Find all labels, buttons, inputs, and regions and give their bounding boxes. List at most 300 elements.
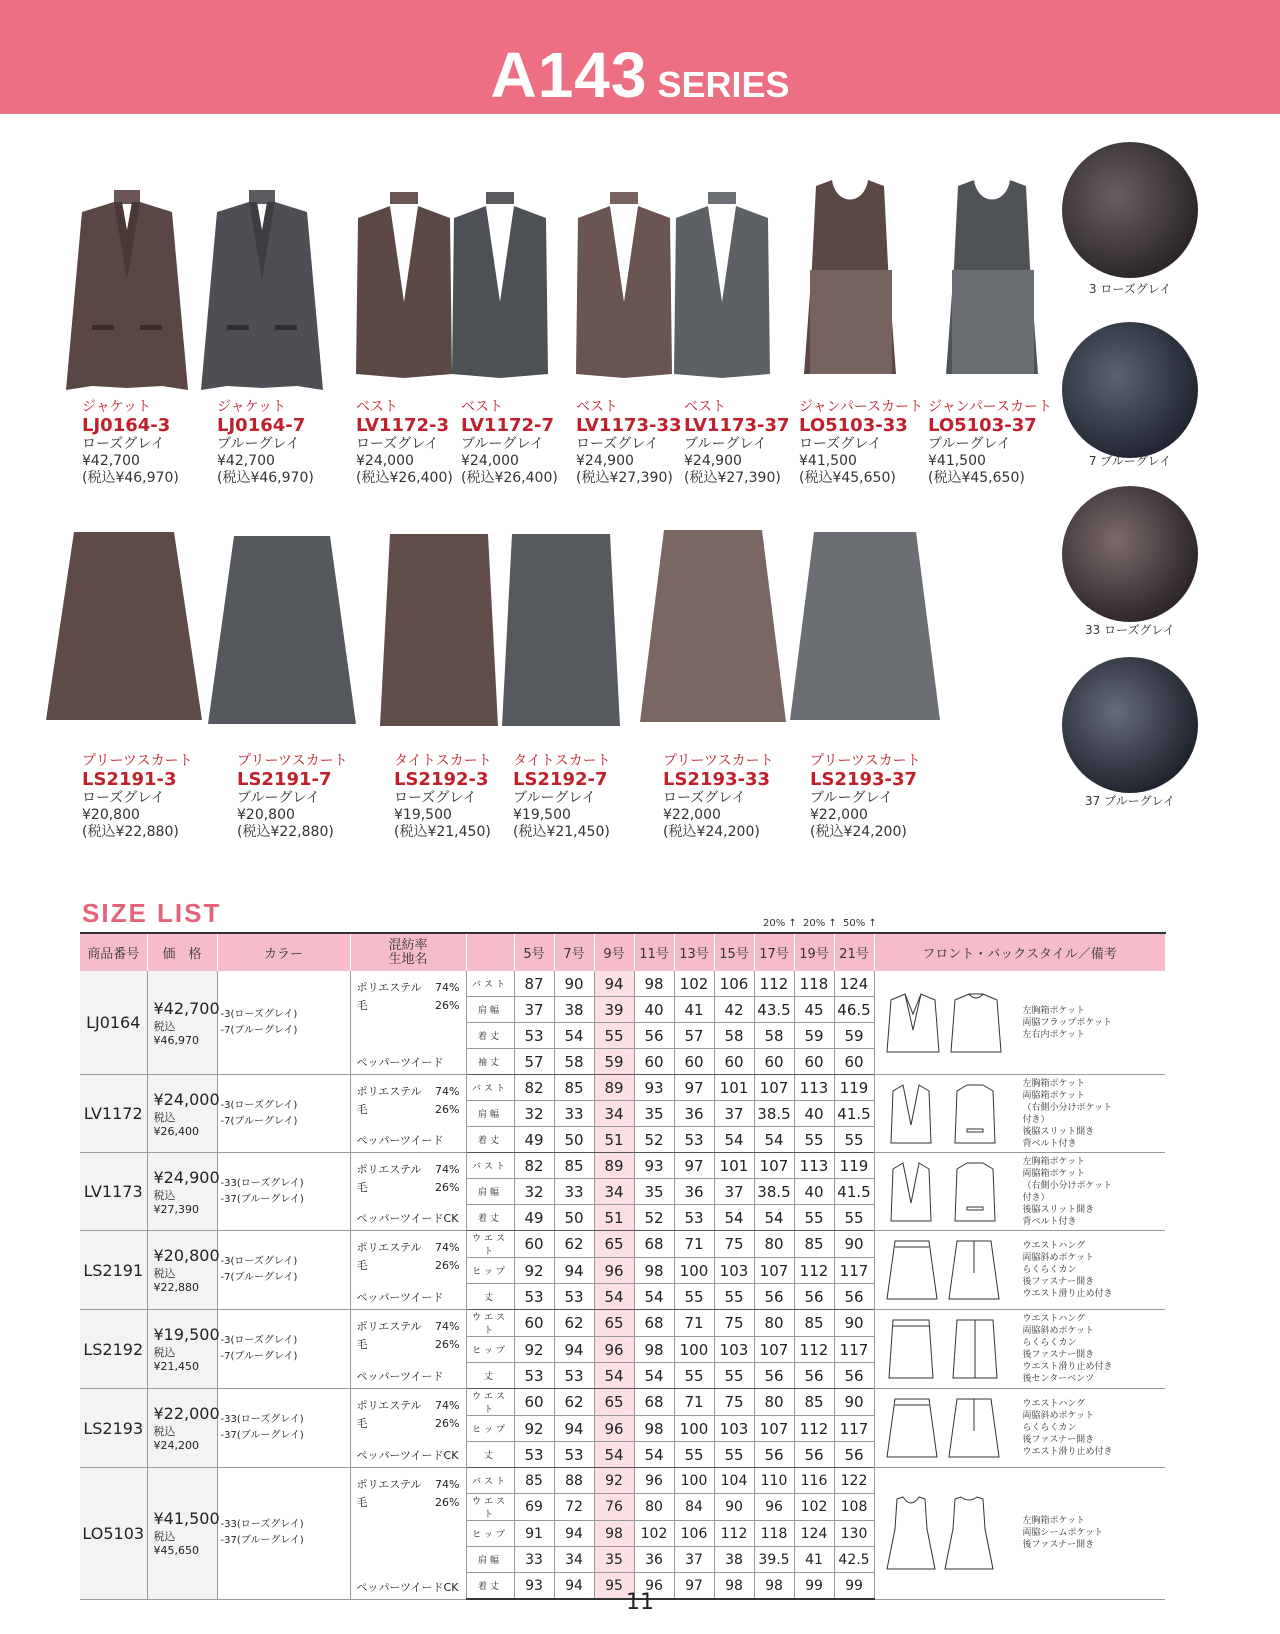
price-value: ¥24,900 [153,1167,220,1187]
price-value: ¥42,700 [153,998,220,1018]
size-value: 110 [754,1468,794,1494]
material-name: 毛 [356,1181,368,1194]
style-notes [1023,1240,1113,1300]
size-value: 117 [834,1337,874,1363]
style-note: 付き） [1022,1114,1050,1125]
style-note: 左胸箱ポケット [1022,1078,1086,1089]
size-value: 65 [594,1231,634,1258]
size-value: 72 [554,1494,594,1521]
swatch-blue-grey [1062,322,1198,458]
product-category: ベスト [461,399,503,415]
size-value: 113 [794,1153,834,1179]
pleat-skirt-ls2191-rose-image [46,532,202,722]
measure-label: 肩幅 [466,1179,514,1205]
size-value: 34 [594,1179,634,1205]
size-value: 36 [674,1179,714,1205]
color-option: -3(ローズグレイ) [220,1099,298,1111]
color-cell [217,1389,350,1468]
style-cell [874,1075,1165,1153]
measure-label: 丈 [466,1442,514,1468]
size-value: 56 [794,1442,834,1468]
size-value: 80 [754,1231,794,1258]
style-note: ウエスト滑り止め付き [1022,1289,1113,1299]
size-value: 55 [674,1442,714,1468]
product-tax-price: (税込¥22,880) [237,824,334,840]
swatch-blue-grey-check [1062,657,1198,793]
size-value: 71 [674,1389,714,1416]
measure-label: 肩幅 [466,1547,514,1573]
size-value: 92 [594,1468,634,1494]
product-lv1173-37 [684,399,790,487]
size-value: 41 [674,997,714,1023]
product-tax-price: (税込¥21,450) [394,824,491,840]
series-title [0,38,1280,112]
style-note: ウエストハング [1022,1241,1086,1251]
tight-skirt-ls2192-rose-image [380,534,498,728]
material-name: ポリエステル [356,1399,422,1412]
style-note: 後ファスナー開き [1022,1540,1095,1551]
material-cell [350,1153,466,1231]
material-name: ポリエステル [356,1478,422,1491]
product-code-cell: LS2193 [80,1389,147,1468]
size-value: 90 [714,1494,754,1521]
measure-label: ウエスト [466,1231,514,1258]
vest-lv1173-blue-image [670,192,774,378]
size-value: 55 [834,1127,874,1153]
size-value: 68 [634,1310,674,1337]
material-percent: 26% [435,1259,460,1272]
material-cell [350,1231,466,1310]
style-note: ウエスト滑り止め付き [1022,1447,1113,1457]
product-ls2193-37 [810,753,921,841]
header-fabric-name: 生地名 [388,951,428,967]
measure-label: ヒップ [466,1416,514,1442]
size-value: 49 [514,1127,554,1153]
size-row [80,1468,1165,1494]
color-option: -33(ローズグレイ) [220,1519,304,1531]
style-note: 付き） [1022,1192,1050,1203]
size-value: 54 [554,1023,594,1049]
measure-label: バスト [466,1075,514,1101]
product-lo5103-33 [799,399,923,487]
product-category: タイトスカート [513,753,611,769]
size-value: 101 [714,1075,754,1101]
size-row [80,1231,1165,1258]
jumper-skirt-blue-image [944,166,1040,378]
size-value: 36 [674,1101,714,1127]
fabric-name: ペッパーツイードCK [356,1449,459,1462]
product-category: プリーツスカート [237,753,348,769]
size-value: 41.5 [834,1179,874,1205]
size-value: 104 [714,1468,754,1494]
product-color: ブルーグレイ [237,790,320,806]
style-note: 背ベルト付き [1022,1216,1077,1227]
size-value: 85 [794,1389,834,1416]
size-value: 98 [634,1337,674,1363]
style-note: 両脇斜めポケット [1022,1253,1095,1263]
header-size: 15号 [714,933,754,971]
product-color: ブルーグレイ [810,790,893,806]
style-note: 後ファスナー開き [1022,1435,1095,1445]
size-list-table [80,932,1166,1600]
material-percent: 74% [435,1085,460,1098]
swatch-label: 3 ローズグレイ [1088,282,1172,296]
style-note: （右側小分けポケット [1022,1180,1113,1191]
size-value: 80 [754,1389,794,1416]
style-sketch-icon [883,1316,1011,1382]
product-code: LJ0164-3 [82,415,171,436]
header-size: 5号 [514,933,554,971]
product-code: LS2192-7 [513,769,608,790]
product-tax-price: (税込¥26,400) [461,470,558,486]
size-value: 107 [754,1258,794,1284]
size-value: 60 [634,1049,674,1075]
size-value: 85 [794,1231,834,1258]
style-note: 左胸箱ポケット [1022,1516,1086,1527]
measure-label: ウエスト [466,1494,514,1521]
measure-label: 袖丈 [466,1049,514,1075]
size-value: 32 [514,1179,554,1205]
size-value: 112 [714,1521,754,1547]
material-percent: 74% [435,1320,460,1333]
color-option: -37(ブルーグレイ) [220,1193,304,1205]
swatch-label: 7 ブルーグレイ [1088,454,1172,468]
size-value: 119 [834,1075,874,1101]
pct-note-21: 50% ↑ [843,918,877,929]
header-measure [466,933,514,971]
product-tax-price: (税込¥46,970) [217,470,314,486]
color-cell [217,1153,350,1231]
material-percent: 26% [435,1181,460,1194]
tight-skirt-ls2192-blue-image [502,534,620,728]
material-name: ポリエステル [356,981,422,994]
size-value: 53 [554,1442,594,1468]
size-value: 98 [714,1573,754,1600]
size-value: 57 [674,1023,714,1049]
product-color: ローズグレイ [394,790,477,806]
size-value: 56 [754,1284,794,1310]
measure-label: ウエスト [466,1310,514,1337]
product-tax-price: (税込¥46,970) [82,470,179,486]
size-value: 46.5 [834,997,874,1023]
product-color: ローズグレイ [799,436,882,452]
size-value: 80 [634,1494,674,1521]
price-value: ¥24,000 [153,1089,220,1109]
size-value: 97 [674,1153,714,1179]
size-value: 58 [714,1023,754,1049]
size-value: 39.5 [754,1547,794,1573]
header-size: 21号 [834,933,874,971]
size-value: 96 [594,1258,634,1284]
product-price: ¥19,500 [513,807,571,823]
size-value: 113 [794,1075,834,1101]
style-cell [874,1310,1165,1389]
size-value: 65 [594,1310,634,1337]
header-size: 19号 [794,933,834,971]
product-code: LV1173-37 [684,415,790,436]
size-value: 107 [754,1153,794,1179]
size-value: 38 [714,1547,754,1573]
product-price: ¥20,800 [237,807,295,823]
size-value: 90 [834,1310,874,1337]
pleat-skirt-ls2191-blue-image [208,536,356,726]
material-percent: 74% [435,981,460,994]
material-name: 毛 [356,1417,368,1430]
style-sketch-icon [883,1237,1011,1303]
product-category: ジャケット [217,399,287,415]
size-value: 54 [594,1363,634,1389]
product-price: ¥42,700 [82,453,140,469]
measure-label: ヒップ [466,1521,514,1547]
size-value: 62 [554,1231,594,1258]
size-value: 53 [514,1284,554,1310]
header-size: 9号 [594,933,634,971]
size-value: 99 [834,1573,874,1600]
size-value: 49 [514,1205,554,1231]
size-value: 96 [594,1337,634,1363]
color-option: -3(ローズグレイ) [220,1008,298,1020]
size-value: 102 [634,1521,674,1547]
product-code-cell: LO5103 [80,1468,147,1600]
size-value: 94 [554,1416,594,1442]
size-value: 98 [634,971,674,997]
size-value: 98 [634,1258,674,1284]
size-value: 82 [514,1153,554,1179]
measure-label: ウエスト [466,1389,514,1416]
style-note: ウエスト滑り止め付き [1022,1362,1113,1372]
style-notes [1023,1078,1113,1150]
color-cell [217,971,350,1075]
product-code: LJ0164-7 [217,415,306,436]
size-value: 118 [754,1521,794,1547]
price-value: ¥41,500 [153,1509,220,1529]
size-value: 94 [554,1573,594,1600]
product-category: タイトスカート [394,753,492,769]
size-value: 92 [514,1337,554,1363]
size-value: 94 [554,1521,594,1547]
product-price: ¥41,500 [799,453,857,469]
size-value: 60 [754,1049,794,1075]
product-code: LS2191-3 [82,769,177,790]
material-percent: 26% [435,1338,460,1351]
color-option: -7(ブルーグレイ) [220,1351,298,1362]
size-value: 85 [554,1075,594,1101]
tax-price-value: 税込¥24,200 [153,1425,199,1452]
size-value: 58 [554,1049,594,1075]
size-value: 56 [834,1442,874,1468]
material-name: 毛 [356,999,368,1012]
price-cell [147,1389,220,1468]
style-cell [874,1389,1165,1468]
pct-note-19: 20% ↑ [803,918,837,929]
size-row [80,1310,1165,1337]
product-code: LV1172-3 [356,415,450,436]
measure-label: 着丈 [466,1573,514,1600]
size-value: 58 [754,1023,794,1049]
size-value: 55 [794,1127,834,1153]
style-note: 両脇フラップポケット [1022,1017,1112,1028]
header-color: カラー [217,933,350,971]
product-ls2192-3 [394,753,492,841]
product-category: プリーツスカート [82,753,193,769]
material-cell [350,1389,466,1468]
size-value: 107 [754,1337,794,1363]
size-value: 38 [554,997,594,1023]
size-value: 96 [754,1494,794,1521]
size-value: 88 [554,1468,594,1494]
product-color: ブルーグレイ [217,436,300,452]
color-option: -7(ブルーグレイ) [220,1024,298,1036]
style-note: 後脇スリット開き [1022,1126,1095,1137]
size-value: 56 [834,1363,874,1389]
material-percent: 26% [435,1496,460,1509]
size-value: 106 [674,1521,714,1547]
size-value: 97 [674,1573,714,1600]
color-option: -37(ブルーグレイ) [220,1430,304,1441]
size-value: 38.5 [754,1179,794,1205]
product-code-cell: LS2192 [80,1310,147,1389]
size-value: 98 [634,1416,674,1442]
product-price: ¥42,700 [217,453,275,469]
size-value: 85 [794,1310,834,1337]
size-value: 55 [794,1205,834,1231]
product-category: プリーツスカート [810,753,921,769]
style-sketch-icon [883,1159,1011,1225]
product-price: ¥24,000 [356,453,414,469]
style-cell [874,971,1165,1075]
size-value: 75 [714,1310,754,1337]
size-value: 41 [794,1547,834,1573]
size-value: 124 [834,971,874,997]
size-value: 122 [834,1468,874,1494]
product-color: ブルーグレイ [513,790,596,806]
size-value: 100 [674,1337,714,1363]
tax-price-value: 税込¥26,400 [153,1110,199,1138]
product-code-cell: LS2191 [80,1231,147,1310]
product-ls2191-7 [237,753,348,841]
price-cell [147,1468,220,1600]
header-size: 7号 [554,933,594,971]
style-note: ウエストハング [1022,1399,1086,1409]
size-value: 55 [674,1363,714,1389]
size-value: 34 [554,1547,594,1573]
size-value: 40 [794,1101,834,1127]
header-price: 価 格 [147,933,217,971]
size-value: 43.5 [754,997,794,1023]
product-ls2193-33 [663,753,774,841]
size-value: 37 [714,1179,754,1205]
material-name: ポリエステル [356,1085,422,1098]
product-tax-price: (税込¥22,880) [82,824,179,840]
size-value: 75 [714,1231,754,1258]
size-value: 71 [674,1310,714,1337]
product-price: ¥41,500 [928,453,986,469]
style-note: 両脇斜めポケット [1022,1326,1095,1336]
size-value: 102 [794,1494,834,1521]
size-value: 94 [594,971,634,997]
material-name: 毛 [356,1103,368,1116]
header-size: 13号 [674,933,714,971]
size-value: 55 [714,1442,754,1468]
size-value: 51 [594,1127,634,1153]
product-code: LS2191-7 [237,769,332,790]
style-cell [874,1468,1165,1600]
material-name: 毛 [356,1338,368,1351]
size-value: 80 [754,1310,794,1337]
size-value: 59 [794,1023,834,1049]
size-value: 40 [794,1179,834,1205]
size-value: 51 [594,1205,634,1231]
material-cell [350,1468,466,1600]
swatch-rose-grey-check [1062,486,1198,622]
product-category: ジャケット [82,399,152,415]
product-tax-price: (税込¥24,200) [663,824,760,840]
style-note: 両脇シームポケット [1022,1528,1104,1539]
style-note: ウエストハング [1022,1314,1086,1324]
style-note: 左胸箱ポケット [1022,1156,1086,1167]
measure-label: 着丈 [466,1205,514,1231]
size-value: 39 [594,997,634,1023]
size-value: 103 [714,1416,754,1442]
size-value: 75 [714,1389,754,1416]
size-value: 53 [674,1127,714,1153]
size-value: 112 [794,1337,834,1363]
size-value: 33 [514,1547,554,1573]
product-tax-price: (税込¥27,390) [684,470,781,486]
style-note: 左右内ポケット [1022,1029,1086,1040]
product-color: ローズグレイ [663,790,746,806]
tax-price-value: 税込¥27,390 [153,1188,199,1216]
product-tax-price: (税込¥26,400) [356,470,453,486]
product-tax-price: (税込¥21,450) [513,824,610,840]
material-name: ポリエステル [356,1241,422,1254]
product-code: LV1172-7 [461,415,555,436]
size-value: 107 [754,1075,794,1101]
style-note: 後センターベンツ [1022,1374,1095,1384]
size-value: 90 [554,971,594,997]
size-value: 60 [834,1049,874,1075]
style-note: 両脇箱ポケット [1022,1168,1086,1179]
product-price: ¥22,000 [810,807,868,823]
size-value: 107 [754,1416,794,1442]
size-value: 68 [634,1389,674,1416]
material-percent: 74% [435,1241,460,1254]
size-value: 100 [674,1416,714,1442]
size-value: 54 [634,1284,674,1310]
size-value: 90 [834,1389,874,1416]
size-value: 93 [634,1153,674,1179]
product-color: ブルーグレイ [928,436,1011,452]
size-value: 42.5 [834,1547,874,1573]
size-value: 55 [714,1284,754,1310]
style-sketch-icon [883,990,1011,1056]
size-value: 130 [834,1521,874,1547]
style-cell [874,1231,1165,1310]
size-value: 53 [554,1363,594,1389]
size-value: 60 [514,1389,554,1416]
size-value: 76 [594,1494,634,1521]
product-color: ローズグレイ [82,436,165,452]
product-price: ¥24,900 [684,453,742,469]
measure-label: バスト [466,971,514,997]
size-value: 56 [794,1363,834,1389]
swatch-rose-grey [1062,142,1198,278]
size-value: 36 [634,1547,674,1573]
size-value: 60 [514,1310,554,1337]
color-cell [217,1075,350,1153]
price-value: ¥19,500 [153,1325,220,1344]
vest-lv1172-blue-image [448,192,552,378]
